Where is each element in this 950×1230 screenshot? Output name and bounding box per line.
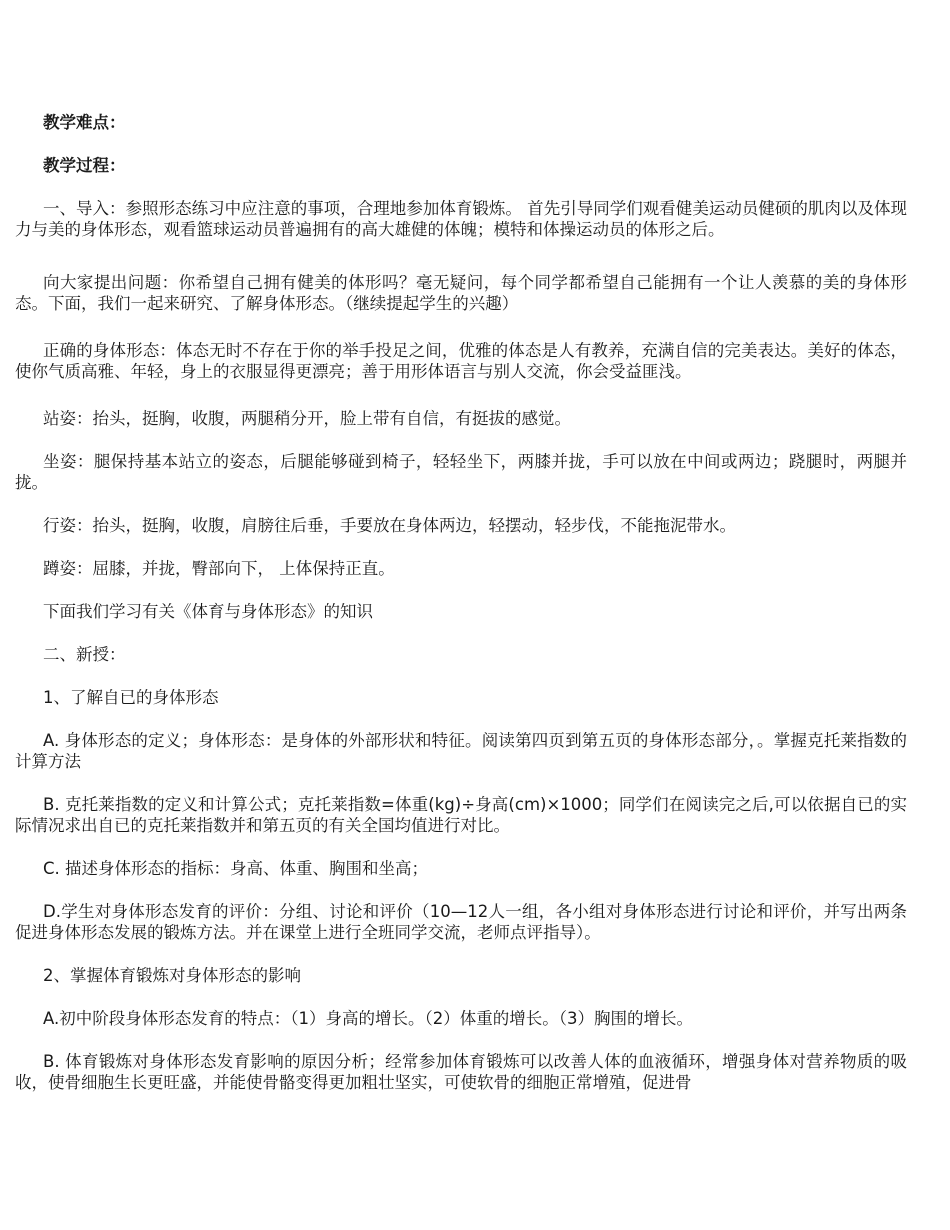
heading-teaching-difficulty: 教学难点： — [43, 113, 126, 132]
paragraph-walking: 行姿：抬头，挺胸，收腹，肩膀往后垂，手要放在身体两边，轻摆动，轻步伐，不能拖泥带水。 — [43, 516, 736, 535]
paragraph-sitting: 坐姿：腿保持基本站立的姿态，后腿能够碰到椅子，轻轻坐下，两膝并拢，手可以放在中间或两边；跷腿时，两腿并拢。 — [15, 452, 907, 492]
paragraph-new-lesson: 二、新授： — [43, 645, 126, 664]
paragraph-item-2b: B. 体育锻炼对身体形态发育影响的原因分析；经常参加体育锻炼可以改善人体的血液循环，增强身体对营养物质的吸收，使骨细胞生长更旺盛，并能使骨骼变得更加粗壮坚实，可使软骨的细胞正常增殖，促进骨 — [15, 1052, 907, 1092]
paragraph-correct-posture: 正确的身体形态：体态无时不存在于你的举手投足之间，优雅的体态是人有教养，充满自信的完美表达。美好的体态，使你气质高雅、年轻，身上的衣服显得更漂亮；善于用形体语言与别人交流，你会受益匪浅。 — [15, 341, 907, 381]
paragraph-section-1: 1、了解自已的身体形态 — [43, 688, 219, 707]
heading-teaching-process: 教学过程： — [43, 156, 126, 175]
paragraph-transition: 下面我们学习有关《体育与身体形态》的知识 — [43, 602, 373, 621]
paragraph-question: 向大家提出问题：你希望自己拥有健美的体形吗？毫无疑问，每个同学都希望自己能拥有一个让人羡慕的美的身体形态。下面，我们一起来研究、了解身体形态。（继续提起学生的兴趣） — [15, 273, 907, 313]
paragraph-item-2a: A.初中阶段身体形态发育的特点：（1）身高的增长。（2）体重的增长。（3）胸围的增长。 — [43, 1009, 693, 1028]
paragraph-standing: 站姿：抬头，挺胸，收腹，两腿稍分开，脸上带有自信，有挺拔的感觉。 — [43, 409, 571, 428]
paragraph-item-1b: B. 克托莱指数的定义和计算公式；克托莱指数=体重(kg)÷身高(cm)×1000；同学们在阅读完之后,可以依据自已的实际情况求出自已的克托莱指数并和第五页的有关全国均值进行对比。 — [15, 795, 907, 835]
paragraph-item-1a: A. 身体形态的定义；身体形态：是身体的外部形状和特征。阅读第四页到第五页的身体形态部分，。掌握克托莱指数的计算方法 — [15, 731, 907, 771]
paragraph-item-1c: C. 描述身体形态的指标：身高、体重、胸围和坐高； — [43, 859, 429, 878]
paragraph-section-2: 2、掌握体育锻炼对身体形态的影响 — [43, 966, 301, 985]
paragraph-item-1d: D.学生对身体形态发育的评价：分组、讨论和评价（10—12人一组，各小组对身体形态进行讨论和评价，并写出两条促进身体形态发展的锻炼方法。并在课堂上进行全班同学交流，老师点评指导）。 — [15, 902, 907, 942]
paragraph-squatting: 蹲姿：屈膝，并拢，臀部向下， 上体保持正直。 — [43, 559, 395, 578]
document-page — [15, 112, 907, 1093]
paragraph-introduction: 一、导入：参照形态练习中应注意的事项，合理地参加体育锻炼。 首先引导同学们观看健美运动员健硕的肌肉以及体现力与美的身体形态，观看篮球运动员普遍拥有的高大雄健的体魄；模特和体操运动员的体形之后。 — [15, 199, 907, 239]
